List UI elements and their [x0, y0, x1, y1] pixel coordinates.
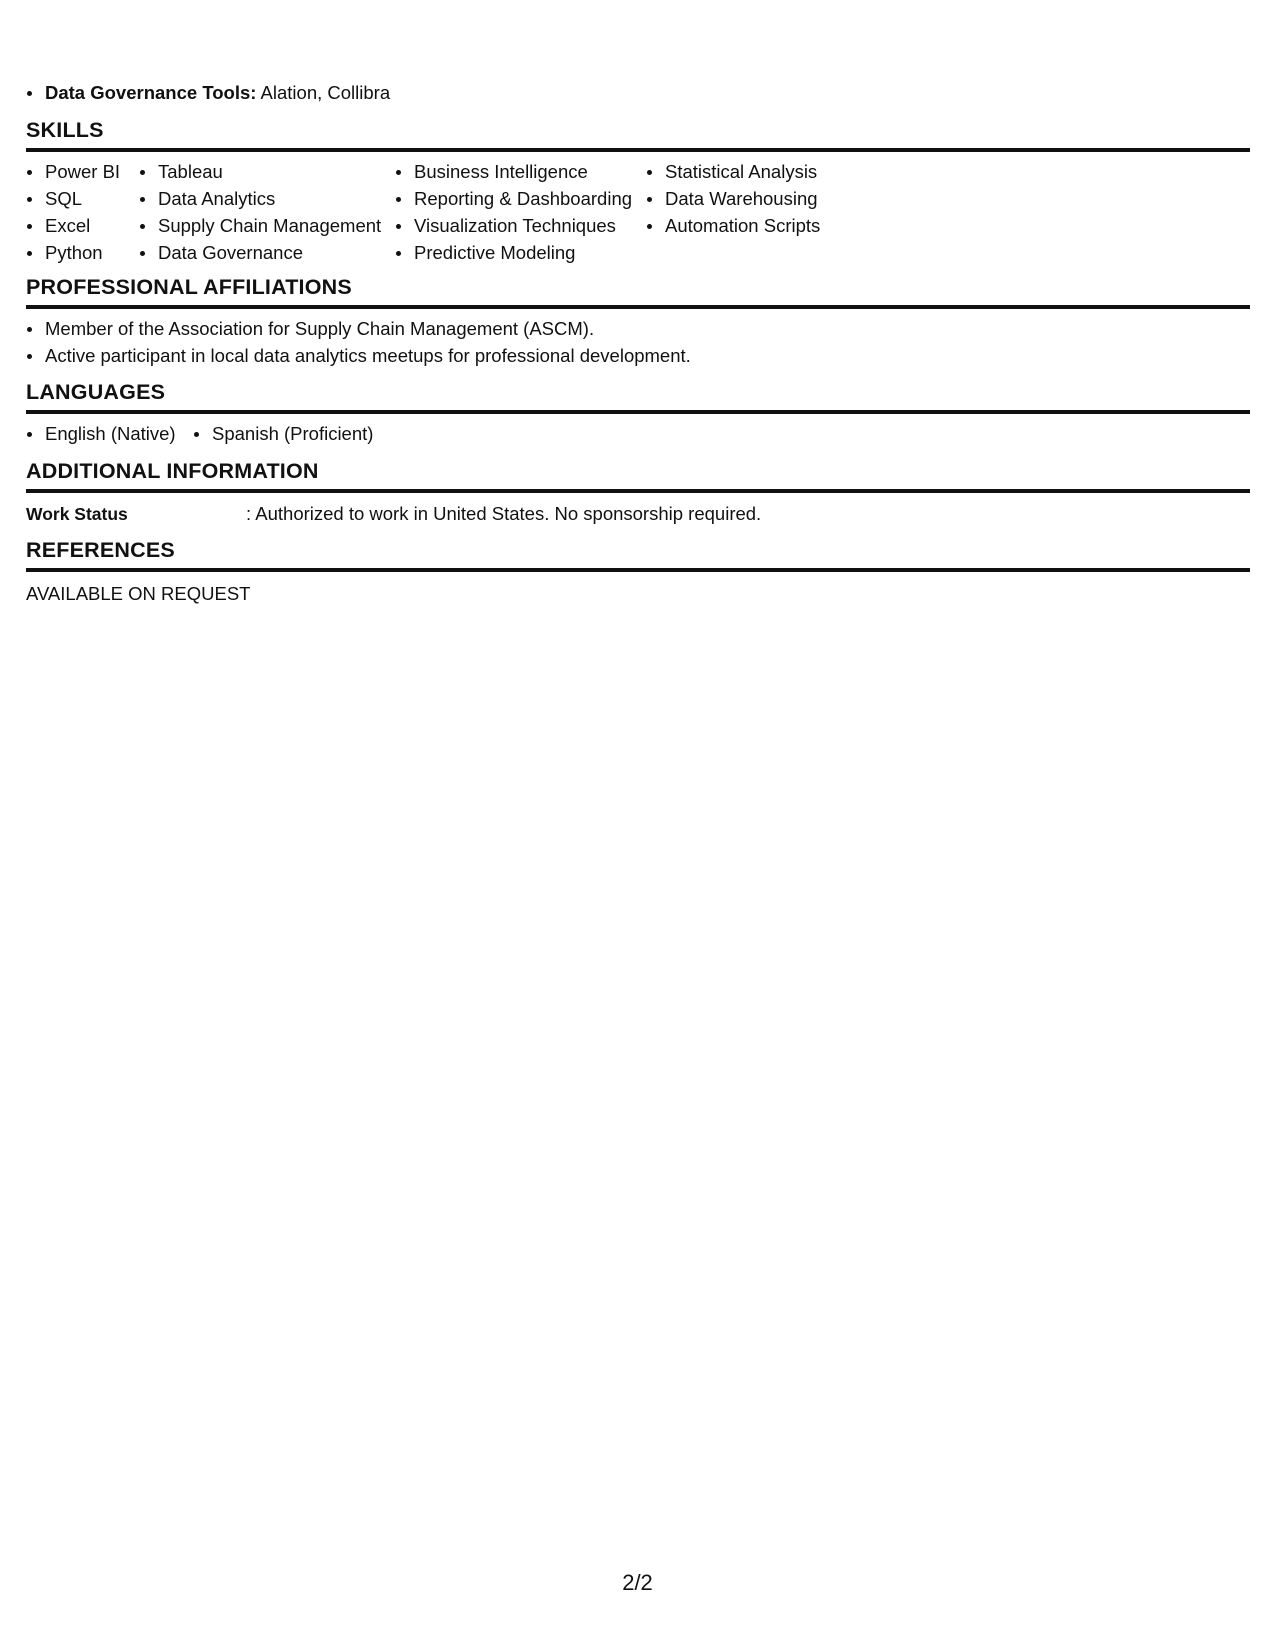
- additional-info-divider: [26, 489, 1250, 493]
- skill-item: Supply Chain Management: [139, 212, 381, 239]
- skills-heading: SKILLS: [26, 118, 104, 142]
- skills-column-4: [646, 158, 820, 239]
- skill-item: Business Intelligence: [395, 158, 632, 185]
- skill-item: Reporting & Dashboarding: [395, 185, 632, 212]
- affiliations-divider: [26, 305, 1250, 309]
- references-heading: REFERENCES: [26, 538, 175, 562]
- skill-item: Data Analytics: [139, 185, 381, 212]
- skills-divider: [26, 148, 1250, 152]
- skills-column-1: [26, 158, 120, 266]
- additional-info-heading: ADDITIONAL INFORMATION: [26, 459, 319, 483]
- skill-item: Predictive Modeling: [395, 239, 632, 266]
- skill-item: Power BI: [26, 158, 120, 185]
- skill-item: Data Warehousing: [646, 185, 820, 212]
- affiliation-item: Active participant in local data analytics meetups for professional development.: [26, 342, 1250, 369]
- skill-item: Automation Scripts: [646, 212, 820, 239]
- skill-item: SQL: [26, 185, 120, 212]
- skill-item: Tableau: [139, 158, 381, 185]
- languages-heading: LANGUAGES: [26, 380, 166, 404]
- languages-divider: [26, 410, 1250, 414]
- work-status-label: Work Status: [26, 504, 128, 524]
- skill-item: Statistical Analysis: [646, 158, 820, 185]
- language-item: Spanish (Proficient): [193, 420, 373, 447]
- affiliation-item: Member of the Association for Supply Chain Management (ASCM).: [26, 315, 1250, 342]
- skills-grid: [26, 158, 1250, 268]
- skill-item: Visualization Techniques: [395, 212, 632, 239]
- references-divider: [26, 568, 1250, 572]
- skills-column-3: [395, 158, 632, 266]
- affiliations-section: [26, 274, 1250, 369]
- languages-section: [26, 379, 1250, 448]
- data-governance-tools-list: [26, 79, 390, 106]
- affiliations-heading: PROFESSIONAL AFFILIATIONS: [26, 275, 352, 299]
- data-governance-tools-label: Data Governance Tools:: [45, 82, 257, 103]
- skills-section: [26, 117, 1250, 268]
- references-text: AVAILABLE ON REQUEST: [26, 583, 251, 604]
- skill-item: Data Governance: [139, 239, 381, 266]
- affiliations-list: [26, 315, 1250, 369]
- skill-item: Python: [26, 239, 120, 266]
- work-status-value: : Authorized to work in United States. No sponsorship required.: [246, 503, 762, 524]
- page-number: 2/2: [622, 1570, 653, 1595]
- data-governance-tools-item: [26, 79, 390, 106]
- work-status-row: [26, 501, 1250, 527]
- data-governance-tools-value: Alation, Collibra: [256, 82, 391, 103]
- skills-column-2: [139, 158, 381, 266]
- languages-list: [26, 420, 1250, 448]
- references-section: [26, 537, 1250, 607]
- language-item: English (Native): [26, 420, 176, 447]
- skill-item: Excel: [26, 212, 120, 239]
- additional-info-section: [26, 458, 1250, 527]
